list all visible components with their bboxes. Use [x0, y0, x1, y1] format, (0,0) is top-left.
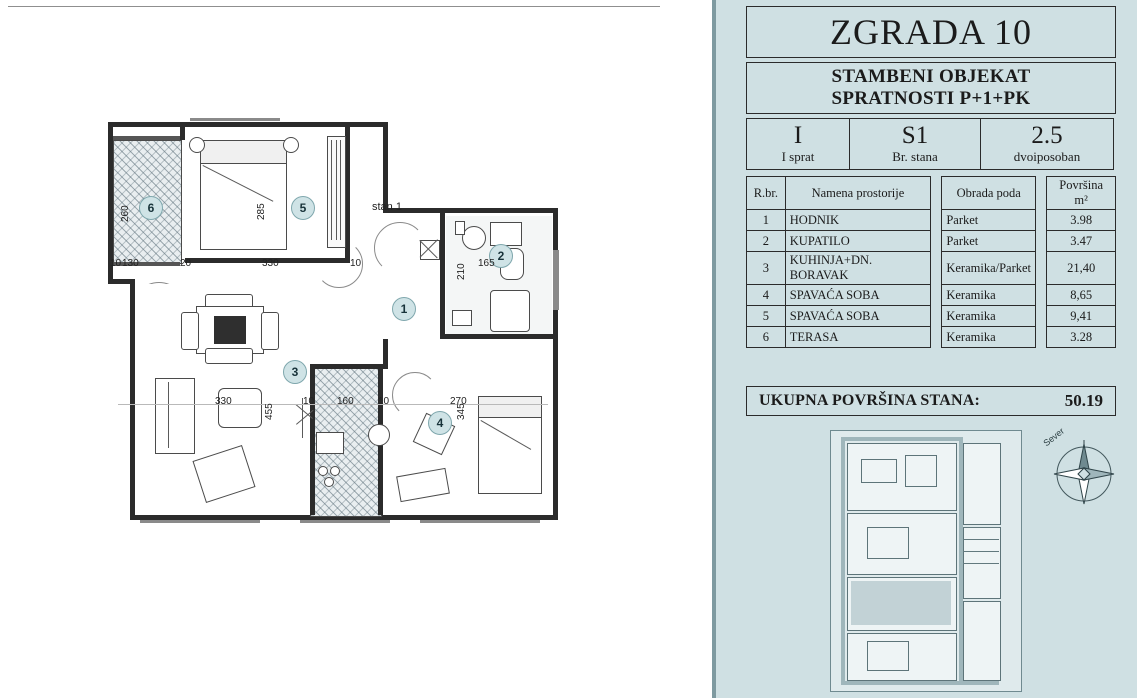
- row-no: 2: [747, 231, 786, 252]
- row-area: 8,65: [1047, 285, 1116, 306]
- dim-20: 20: [180, 258, 192, 269]
- row-name: SPAVAĆA SOBA: [785, 285, 930, 306]
- dim-10-b: 10: [350, 258, 362, 269]
- sheet-top-rule: [8, 6, 660, 7]
- dim-345: 345: [456, 403, 467, 420]
- unit-tag: stan 1: [372, 201, 402, 213]
- bath-niche-icon: [455, 221, 465, 235]
- header-rbr: R.br.: [747, 177, 786, 210]
- floor-cell: [746, 118, 850, 170]
- row-gap-2: [1036, 285, 1047, 306]
- row-floor: Keramika/Parket: [942, 252, 1036, 285]
- header-gap-2: [1036, 177, 1047, 210]
- rooms-cell: [980, 118, 1114, 170]
- bed-single-headboard-icon: [478, 396, 542, 418]
- row-gap-1: [931, 210, 942, 231]
- wardrobe-line-1: [331, 140, 332, 240]
- room-schedule-table: [746, 176, 1116, 348]
- row-floor: Keramika: [942, 285, 1036, 306]
- key-plan-thumbnail: [830, 430, 1022, 692]
- row-name: HODNIK: [785, 210, 930, 231]
- table-centerpiece-icon: [214, 316, 246, 344]
- axis-line-horizontal: [118, 404, 548, 405]
- row-gap-1: [931, 252, 942, 285]
- dim-10-a: 10: [110, 258, 122, 269]
- building-subtitle-box: [746, 62, 1116, 114]
- row-name: KUHINJA+DN. BORAVAK: [785, 252, 930, 285]
- row-gap-2: [1036, 327, 1047, 348]
- kp-stair-line-1: [963, 527, 999, 528]
- header-gap-1: [931, 177, 942, 210]
- floor-value: I: [793, 121, 803, 149]
- dim-285: 285: [256, 203, 267, 220]
- unit-label: Br. stana: [892, 149, 938, 165]
- row-gap-2: [1036, 306, 1047, 327]
- room-badge-2: 2: [489, 244, 513, 268]
- total-area-value: 50.19: [1064, 391, 1103, 410]
- dim-330-top: 330: [262, 258, 279, 269]
- header-floor: Obrada poda: [942, 177, 1036, 210]
- row-gap-2: [1036, 231, 1047, 252]
- chair-bottom-icon: [205, 348, 253, 364]
- row-gap-1: [931, 285, 942, 306]
- total-area-label: UKUPNA POVRŠINA STANA:: [759, 392, 981, 409]
- wall-bed4-left-top: [383, 339, 388, 369]
- shower-icon: [490, 290, 530, 332]
- round-table-icon: [368, 424, 390, 446]
- row-area: 3.47: [1047, 231, 1116, 252]
- kp-side-c: [963, 601, 1001, 681]
- room-badge-5: 5: [291, 196, 315, 220]
- row-no: 4: [747, 285, 786, 306]
- rooms-value: 2.5: [1031, 121, 1063, 149]
- table-header-row: [747, 177, 1116, 210]
- table-row: [747, 306, 1116, 327]
- terrace-wall-top: [113, 136, 180, 140]
- dim-130: 130: [122, 258, 139, 269]
- compass-icon: [1048, 438, 1120, 510]
- table-row: [747, 210, 1116, 231]
- wall-top-right-drop: [383, 122, 388, 212]
- row-gap-1: [931, 327, 942, 348]
- wall-left-step: [108, 279, 135, 284]
- wardrobe-line-2: [336, 140, 337, 240]
- bed-headboard-icon: [200, 140, 287, 164]
- dim-10-c: 10: [303, 396, 315, 407]
- dim-10-d: 10: [378, 396, 390, 407]
- row-no: 5: [747, 306, 786, 327]
- row-no: 1: [747, 210, 786, 231]
- row-area: 3.98: [1047, 210, 1116, 231]
- building-subtitle-line1: STAMBENI OBJEKAT: [831, 66, 1031, 88]
- chair-right-icon: [261, 312, 279, 350]
- wall-bath-bottom: [440, 334, 558, 339]
- wall-top-left: [108, 122, 180, 127]
- building-subtitle-line2: SPRATNOSTI P+1+PK: [831, 88, 1031, 109]
- rooms-label: dvoiposoban: [1013, 149, 1081, 165]
- window-sill-right: [553, 250, 559, 310]
- row-gap-1: [931, 306, 942, 327]
- nightstand-lamp-icon: [189, 137, 205, 153]
- row-name: KUPATILO: [785, 231, 930, 252]
- row-name: TERASA: [785, 327, 930, 348]
- compass-label: Sever: [1041, 425, 1067, 449]
- armchair-icon: [218, 388, 262, 428]
- dim-260: 260: [120, 205, 131, 222]
- table-row: [747, 327, 1116, 348]
- burner-2-icon: [330, 466, 340, 476]
- kp-wall-left: [841, 437, 845, 685]
- row-area: 3.28: [1047, 327, 1116, 348]
- window-sill-top: [190, 118, 280, 121]
- row-floor: Parket: [942, 210, 1036, 231]
- unit-cell: [849, 118, 981, 170]
- sink-icon: [490, 222, 522, 246]
- kitchen-counter-icon: [316, 432, 344, 454]
- unit-summary-row: [746, 118, 1116, 170]
- dim-160: 160: [337, 396, 354, 407]
- row-gap-2: [1036, 252, 1047, 285]
- info-panel: [712, 0, 1137, 698]
- nightstand-lamp-2-icon: [283, 137, 299, 153]
- dim-210: 210: [456, 263, 467, 280]
- room-badge-6: 6: [139, 196, 163, 220]
- building-title-box: [746, 6, 1116, 58]
- header-area: Površina m²: [1047, 177, 1116, 210]
- kp-furn-1: [861, 459, 897, 483]
- kp-highlight-unit: [851, 581, 951, 625]
- window-sill-bottom-left: [140, 520, 260, 523]
- floor-label: I sprat: [781, 149, 815, 165]
- row-gap-1: [931, 231, 942, 252]
- row-floor: Parket: [942, 231, 1036, 252]
- bath-cabinet-icon: [452, 310, 472, 326]
- room-badge-1: 1: [392, 297, 416, 321]
- kp-furn-3: [867, 527, 909, 559]
- dim-270: 270: [450, 396, 467, 407]
- kp-stair-line-2: [963, 539, 999, 540]
- wardrobe-line-3: [340, 140, 341, 240]
- kp-furn-4: [867, 641, 909, 671]
- row-gap-2: [1036, 210, 1047, 231]
- table-row: [747, 231, 1116, 252]
- washing-machine-icon: [462, 226, 486, 250]
- panel-divider: [712, 0, 716, 698]
- sofa-icon: [155, 378, 195, 454]
- header-name: Namena prostorije: [785, 177, 930, 210]
- kp-wall-top: [841, 437, 961, 441]
- wall-bath-left: [440, 213, 445, 338]
- row-floor: Keramika: [942, 306, 1036, 327]
- kp-stair-line-4: [963, 563, 999, 564]
- wall-top-right-run: [383, 208, 558, 213]
- row-floor: Keramika: [942, 327, 1036, 348]
- window-sill-bottom-mid: [300, 520, 390, 523]
- burner-1-icon: [318, 466, 328, 476]
- wall-kitchen-left: [310, 364, 315, 515]
- dim-330-bot: 330: [215, 396, 232, 407]
- total-area-box: [746, 386, 1116, 416]
- dim-165: 165: [478, 258, 495, 269]
- kp-side-a: [963, 443, 1001, 525]
- row-no: 3: [747, 252, 786, 285]
- room-badge-4: 4: [428, 411, 452, 435]
- window-sill-bottom-right: [420, 520, 540, 523]
- dim-455: 455: [264, 403, 275, 420]
- room-badge-3: 3: [283, 360, 307, 384]
- row-area: 9,41: [1047, 306, 1116, 327]
- kp-wall-bottom: [841, 681, 999, 685]
- burner-3-icon: [324, 477, 334, 487]
- chair-left-icon: [181, 312, 199, 350]
- row-no: 6: [747, 327, 786, 348]
- kp-furn-2: [905, 455, 937, 487]
- row-name: SPAVAĆA SOBA: [785, 306, 930, 327]
- kp-stair-line-3: [963, 551, 999, 552]
- building-title: ZGRADA 10: [829, 12, 1032, 52]
- table-row: [747, 252, 1116, 285]
- row-area: 21,40: [1047, 252, 1116, 285]
- sofa-seam: [168, 382, 169, 448]
- table-row: [747, 285, 1116, 306]
- unit-value: S1: [901, 121, 929, 149]
- wall-kitchen-top: [310, 364, 383, 369]
